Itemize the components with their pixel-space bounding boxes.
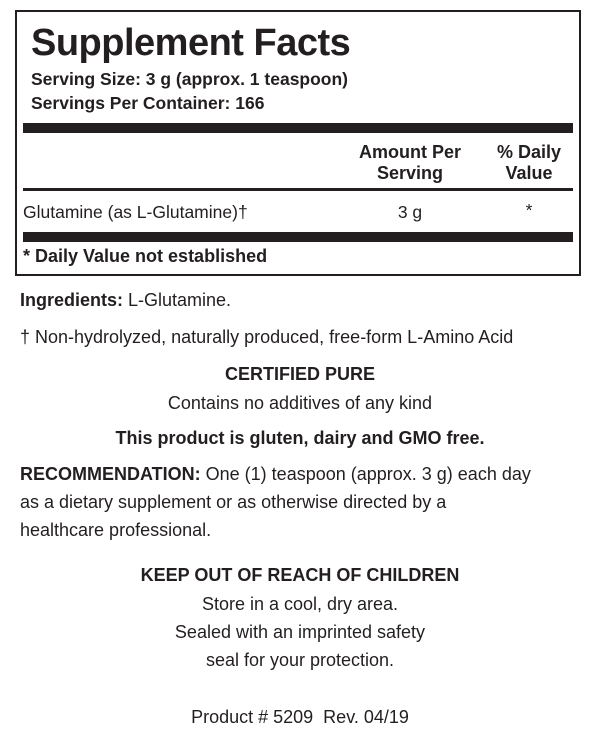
supplement-facts-panel [15,10,581,276]
warning-heading: KEEP OUT OF REACH OF CHILDREN [140,565,460,585]
column-header-daily-value: % Daily Value [496,142,562,183]
divider-thick [23,123,573,133]
daily-value-footnote: * Daily Value not established [23,246,268,266]
ingredients-label: Ingredients: [20,290,124,310]
servings-per-container: Servings Per Container: 166 [31,93,265,113]
facts-title: Supplement Facts [31,22,351,64]
recommendation-line-3: healthcare professional. [20,520,212,540]
divider-thick-bottom [23,232,573,242]
recommendation-text-1: One (1) teaspoon (approx. 3 g) each day [200,464,531,484]
certified-text: Contains no additives of any kind [167,393,433,413]
nutrient-daily-value: * [525,200,533,220]
divider-thin [23,188,573,191]
ingredients-text: L-Glutamine. [123,290,232,310]
warning-line-1: Store in a cool, dry area. [201,594,399,614]
recommendation-line-2: as a dietary supplement or as otherwise directed by a [20,492,447,512]
serving-size: Serving Size: 3 g (approx. 1 teaspoon) [31,69,349,89]
dagger-note: † Non-hydrolyzed, naturally produced, free-form L-Amino Acid [20,327,514,347]
product-info: Product # 5209 Rev. 04/19 [191,707,409,727]
warning-line-2: Sealed with an imprinted safety [174,622,426,642]
certified-heading: CERTIFIED PURE [224,364,375,384]
column-header-amount: Amount Per Serving [358,142,461,183]
gluten-free-statement: This product is gluten, dairy and GMO free. [115,428,485,448]
nutrient-name: Glutamine (as L-Glutamine)† [23,202,248,222]
recommendation-line-1 [20,462,531,486]
ingredients-line [20,288,231,312]
recommendation-label: RECOMMENDATION: [20,464,201,484]
nutrient-amount: 3 g [397,202,423,222]
warning-line-3: seal for your protection. [205,650,395,670]
